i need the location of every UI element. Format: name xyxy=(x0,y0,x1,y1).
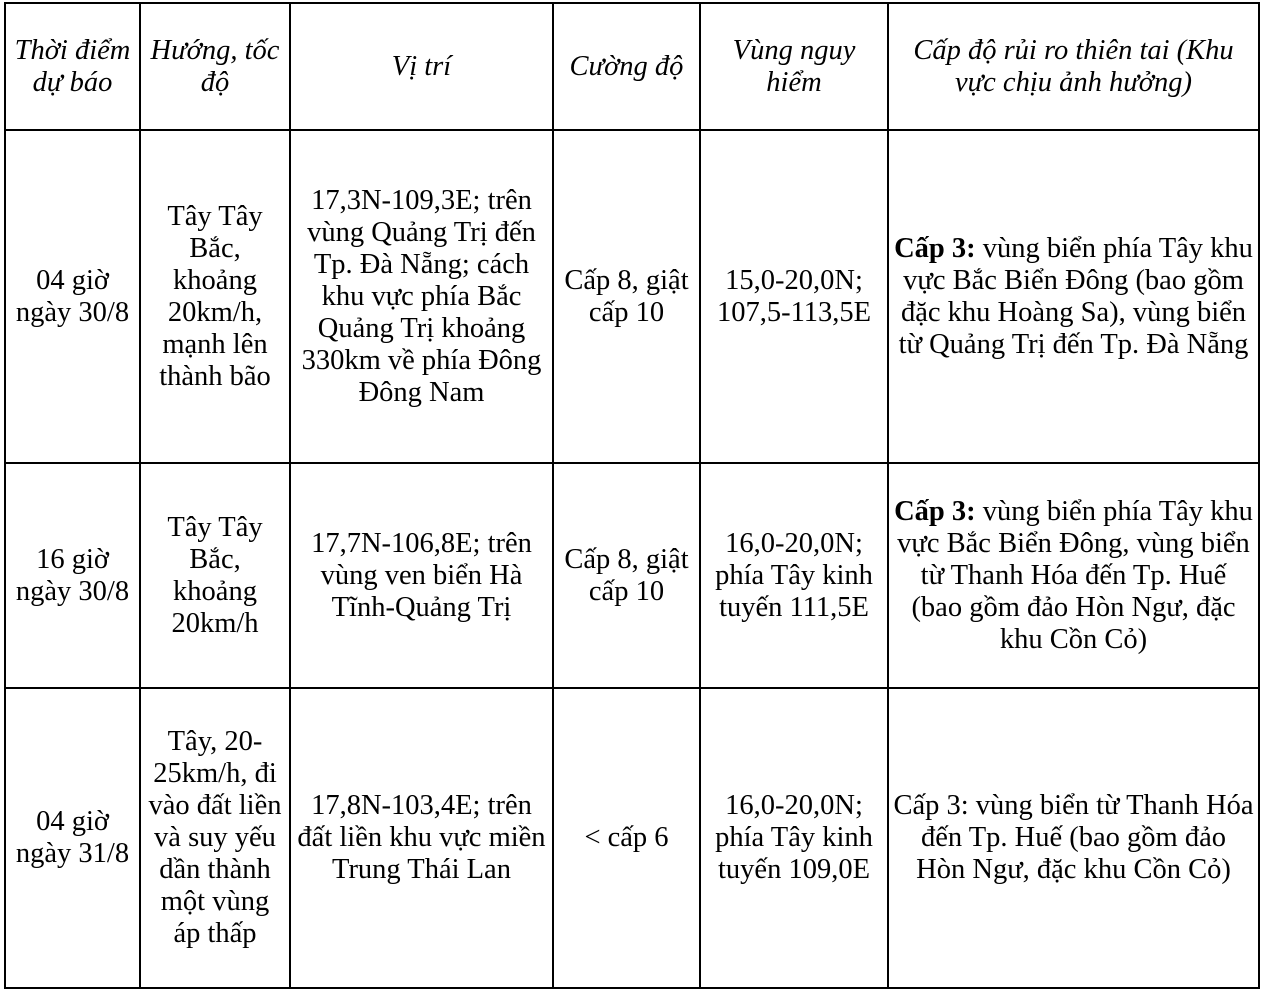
cell-time: 16 giờ ngày 30/8 xyxy=(5,463,140,688)
cell-intensity: Cấp 8, giật cấp 10 xyxy=(553,130,700,463)
risk-area-text: vùng biển phía Tây khu vực Bắc Biển Đông (bao gồm đặc khu Hoàng Sa), vùng biển từ Quảng Trị đến Tp. Đà Nẵng xyxy=(898,232,1253,360)
table-row xyxy=(5,463,1259,688)
risk-level-label: Cấp 3: xyxy=(894,232,976,264)
table-row xyxy=(5,130,1259,463)
cell-direction: Tây Tây Bắc, khoảng 20km/h, mạnh lên thành bão xyxy=(140,130,290,463)
header-direction: Hướng, tốc độ xyxy=(140,3,290,130)
header-risk-level: Cấp độ rủi ro thiên tai (Khu vực chịu ảnh hưởng) xyxy=(888,3,1259,130)
header-row xyxy=(5,3,1259,130)
cell-risk: Cấp 3: vùng biển từ Thanh Hóa đến Tp. Huế (bao gồm đảo Hòn Ngư, đặc khu Cồn Cỏ) xyxy=(888,688,1259,988)
cell-position: 17,3N-109,3E; trên vùng Quảng Trị đến Tp. Đà Nẵng; cách khu vực phía Bắc Quảng Trị khoảng 330km về phía Đông Đông Nam xyxy=(290,130,553,463)
cell-risk xyxy=(888,130,1259,463)
header-time: Thời điểm dự báo xyxy=(5,3,140,130)
table-row xyxy=(5,688,1259,988)
cell-danger-zone: 15,0-20,0N; 107,5-113,5E xyxy=(700,130,888,463)
cell-position: 17,7N-106,8E; trên vùng ven biển Hà Tĩnh-Quảng Trị xyxy=(290,463,553,688)
cell-position: 17,8N-103,4E; trên đất liền khu vực miền Trung Thái Lan xyxy=(290,688,553,988)
cell-danger-zone: 16,0-20,0N; phía Tây kinh tuyến 111,5E xyxy=(700,463,888,688)
cell-direction: Tây, 20-25km/h, đi vào đất liền và suy yếu dần thành một vùng áp thấp xyxy=(140,688,290,988)
cell-direction: Tây Tây Bắc, khoảng 20km/h xyxy=(140,463,290,688)
header-intensity: Cường độ xyxy=(553,3,700,130)
cell-intensity: < cấp 6 xyxy=(553,688,700,988)
cell-time: 04 giờ ngày 30/8 xyxy=(5,130,140,463)
risk-level-label: Cấp 3: xyxy=(894,495,976,527)
header-danger-zone: Vùng nguy hiểm xyxy=(700,3,888,130)
forecast-table xyxy=(4,2,1260,989)
cell-risk xyxy=(888,463,1259,688)
risk-area-text: vùng biển phía Tây khu vực Bắc Biển Đông, vùng biển từ Thanh Hóa đến Tp. Huế (bao gồm đảo Hòn Ngư, đặc khu Cồn Cỏ) xyxy=(897,495,1253,655)
header-position: Vị trí xyxy=(290,3,553,130)
cell-intensity: Cấp 8, giật cấp 10 xyxy=(553,463,700,688)
cell-time: 04 giờ ngày 31/8 xyxy=(5,688,140,988)
cell-danger-zone: 16,0-20,0N; phía Tây kinh tuyến 109,0E xyxy=(700,688,888,988)
